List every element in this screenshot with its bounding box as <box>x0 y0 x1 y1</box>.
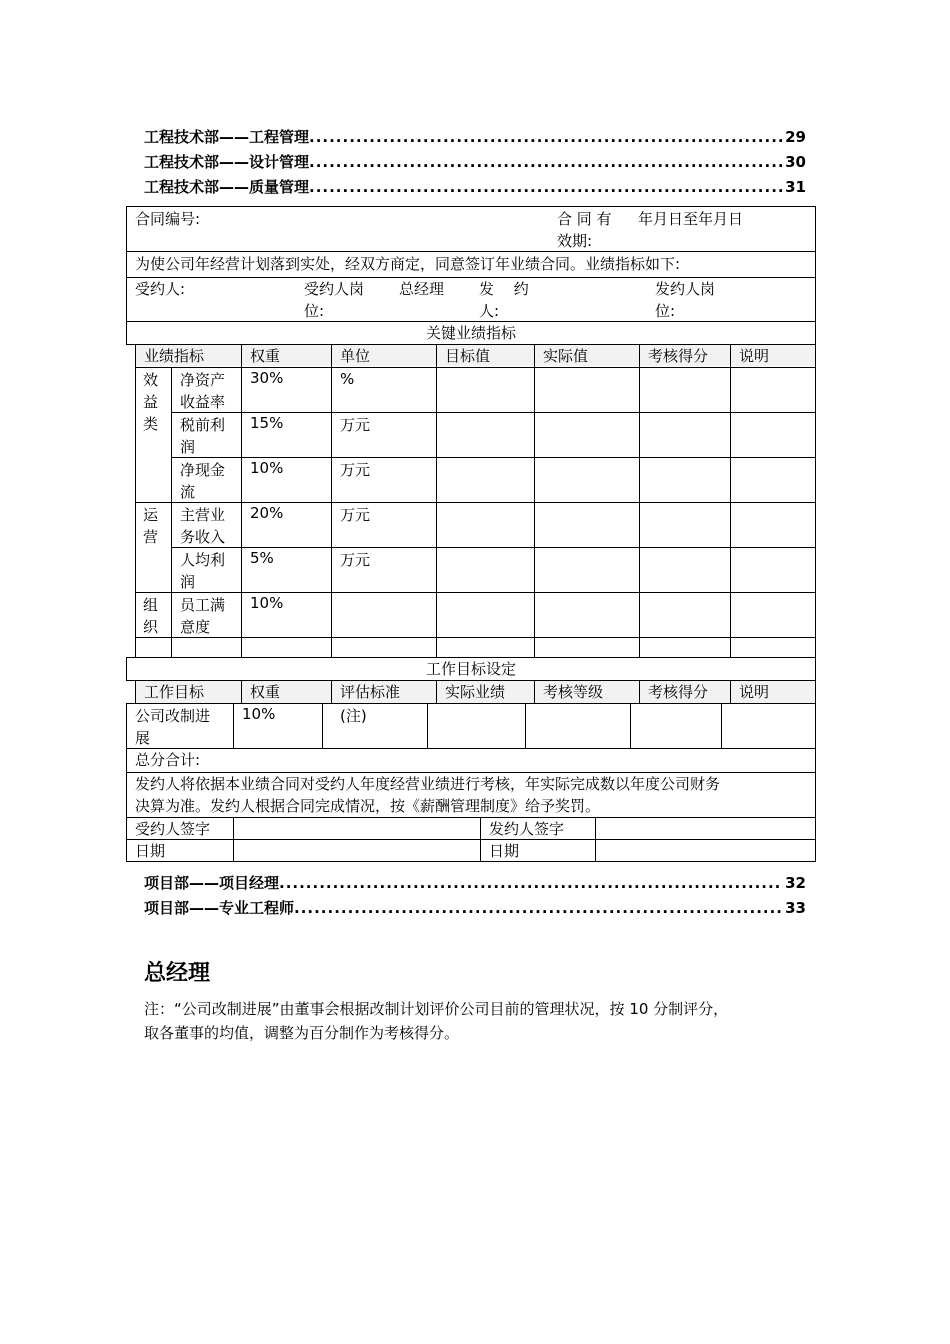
toc-entry-page: 32 <box>785 874 806 892</box>
kpi-section-title: 关键业绩指标 <box>425 324 516 342</box>
toc-top <box>144 126 806 201</box>
kpi-category: 织 <box>143 618 159 636</box>
kpi-category: 运 <box>143 506 159 524</box>
kpi-weight: 20% <box>250 504 284 522</box>
recipient-post-value: 总经理 <box>399 280 445 298</box>
kpi-header: 目标值 <box>445 347 491 365</box>
toc-entry-page: 29 <box>785 128 806 146</box>
work-goal-name: 公司改制进 <box>135 707 211 725</box>
rule <box>126 861 816 862</box>
recipient-post-label-2: 位: <box>304 302 325 320</box>
rule <box>436 680 437 703</box>
work-header: 说明 <box>739 683 770 701</box>
rule <box>639 680 640 703</box>
issuer-date-label: 日期 <box>489 842 520 860</box>
kpi-name: 员工满 <box>180 596 226 614</box>
rule <box>241 344 242 657</box>
rule <box>135 367 815 368</box>
toc-entry[interactable] <box>144 872 806 897</box>
kpi-unit: 万元 <box>340 551 371 569</box>
rule <box>126 748 816 749</box>
toc-dots <box>309 153 783 171</box>
kpi-header: 实际值 <box>543 347 589 365</box>
kpi-unit: % <box>340 370 355 388</box>
kpi-category: 益 <box>143 393 159 411</box>
kpi-category: 效 <box>143 371 159 389</box>
rule <box>436 344 437 657</box>
rule <box>171 367 172 657</box>
rule <box>135 502 815 503</box>
issuer-label-2: 人: <box>479 302 500 320</box>
kpi-name: 净资产 <box>180 371 226 389</box>
kpi-header: 考核得分 <box>648 347 709 365</box>
kpi-name: 润 <box>180 573 196 591</box>
toc-entry-title: 项目部——专业工程师 <box>144 899 295 917</box>
rule <box>126 839 816 840</box>
footnote <box>144 997 824 1045</box>
kpi-name: 意度 <box>180 618 211 636</box>
work-header: 考核等级 <box>543 683 604 701</box>
kpi-name: 人均利 <box>180 551 226 569</box>
footnote-line: 注：“公司改制进展”由董事会根据改制计划评价公司目前的管理状况，按 10 分制评分， <box>144 1000 729 1018</box>
toc-entry-page: 31 <box>785 178 806 196</box>
work-goal-weight: 10% <box>242 705 276 723</box>
rule <box>730 680 731 703</box>
kpi-category: 组 <box>143 596 159 614</box>
toc-entry-title: 工程技术部——设计管理 <box>144 153 310 171</box>
validity-label: 合 同 有 <box>557 210 612 228</box>
kpi-weight: 5% <box>250 549 274 567</box>
kpi-header: 说明 <box>739 347 770 365</box>
toc-entry[interactable] <box>144 176 806 201</box>
kpi-category: 类 <box>143 415 159 433</box>
rule <box>126 251 816 252</box>
rule <box>135 680 136 703</box>
rule <box>126 206 816 207</box>
kpi-name: 润 <box>180 438 196 456</box>
rule <box>135 637 815 638</box>
kpi-weight: 30% <box>250 369 284 387</box>
toc-dots <box>279 874 783 892</box>
kpi-name: 净现金 <box>180 461 226 479</box>
issuer-post-label-2: 位: <box>655 302 676 320</box>
kpi-header: 业绩指标 <box>144 347 205 365</box>
rule <box>331 344 332 657</box>
kpi-name: 务收入 <box>180 528 226 546</box>
kpi-name: 流 <box>180 483 196 501</box>
toc-entry[interactable] <box>144 126 806 151</box>
toc-entry-title: 项目部——项目经理 <box>144 874 280 892</box>
kpi-unit: 万元 <box>340 461 371 479</box>
work-header: 评估标准 <box>340 683 401 701</box>
footnote-line-2: 取各董事的均值，调整为百分制作为考核得分。 <box>144 1024 460 1042</box>
rule <box>730 344 731 657</box>
rule <box>126 703 816 704</box>
recipient-post-label: 受约人岗 <box>304 280 365 298</box>
section-heading: 总经理 <box>144 961 211 986</box>
toc-bottom <box>144 872 806 922</box>
rule <box>721 703 722 748</box>
kpi-name: 收益率 <box>180 393 226 411</box>
toc-entry-title: 工程技术部——质量管理 <box>144 178 310 196</box>
rule <box>233 703 234 748</box>
issuer-label: 发 约 <box>479 280 529 298</box>
rule <box>427 703 428 748</box>
rule <box>639 344 640 657</box>
contract-no-label: 合同编号: <box>135 210 201 228</box>
kpi-weight: 10% <box>250 594 284 612</box>
issuer-post-label: 发约人岗 <box>655 280 716 298</box>
rule <box>322 703 323 748</box>
validity-label-2: 效期: <box>557 232 593 250</box>
toc-entry[interactable] <box>144 897 806 922</box>
kpi-unit: 万元 <box>340 416 371 434</box>
kpi-weight: 15% <box>250 414 284 432</box>
kpi-name: 主营业 <box>180 506 226 524</box>
kpi-header: 权重 <box>250 347 281 365</box>
issuer-signature-label: 发约人签字 <box>489 820 565 838</box>
rule <box>135 592 815 593</box>
toc-entry-page: 30 <box>785 153 806 171</box>
rule <box>331 680 332 703</box>
work-section-title: 工作目标设定 <box>425 660 516 678</box>
kpi-weight: 10% <box>250 459 284 477</box>
toc-dots <box>294 899 783 917</box>
work-header: 考核得分 <box>648 683 709 701</box>
rule <box>126 817 816 818</box>
rule <box>241 680 242 703</box>
kpi-category: 营 <box>143 528 159 546</box>
toc-dots <box>309 128 783 146</box>
toc-entry-page: 33 <box>785 899 806 917</box>
work-goal-name: 展 <box>135 729 151 747</box>
contract-intro: 为使公司年经营计划落到实处，经双方商定，同意签订年业绩合同。业绩指标如下: <box>135 255 681 273</box>
kpi-header: 单位 <box>340 347 371 365</box>
closing-text-2: 决算为准。发约人根据合同完成情况，按《薪酬管理制度》给予奖罚。 <box>135 797 601 815</box>
toc-entry-title: 工程技术部——工程管理 <box>144 128 310 146</box>
kpi-name: 税前利 <box>180 416 226 434</box>
kpi-unit: 万元 <box>340 506 371 524</box>
rule <box>525 703 526 748</box>
validity-value: 年月日至年月日 <box>638 210 744 228</box>
performance-contract-form <box>126 206 816 862</box>
work-goal-criteria: (注) <box>340 707 367 725</box>
total-score-label: 总分合计: <box>135 751 201 769</box>
recipient-label: 受约人: <box>135 280 186 298</box>
rule <box>534 344 535 657</box>
closing-text: 发约人将依据本业绩合同对受约人年度经营业绩进行考核，年实际完成数以年度公司财务 <box>135 775 721 793</box>
rule <box>815 206 816 862</box>
toc-entry[interactable] <box>144 151 806 176</box>
recipient-date-label: 日期 <box>135 842 166 860</box>
rule <box>135 344 136 657</box>
rule <box>534 680 535 703</box>
work-header: 工作目标 <box>144 683 205 701</box>
work-header: 权重 <box>250 683 281 701</box>
toc-dots <box>309 178 783 196</box>
recipient-signature-label: 受约人签字 <box>135 820 211 838</box>
rule <box>630 703 631 748</box>
work-header: 实际业绩 <box>445 683 506 701</box>
